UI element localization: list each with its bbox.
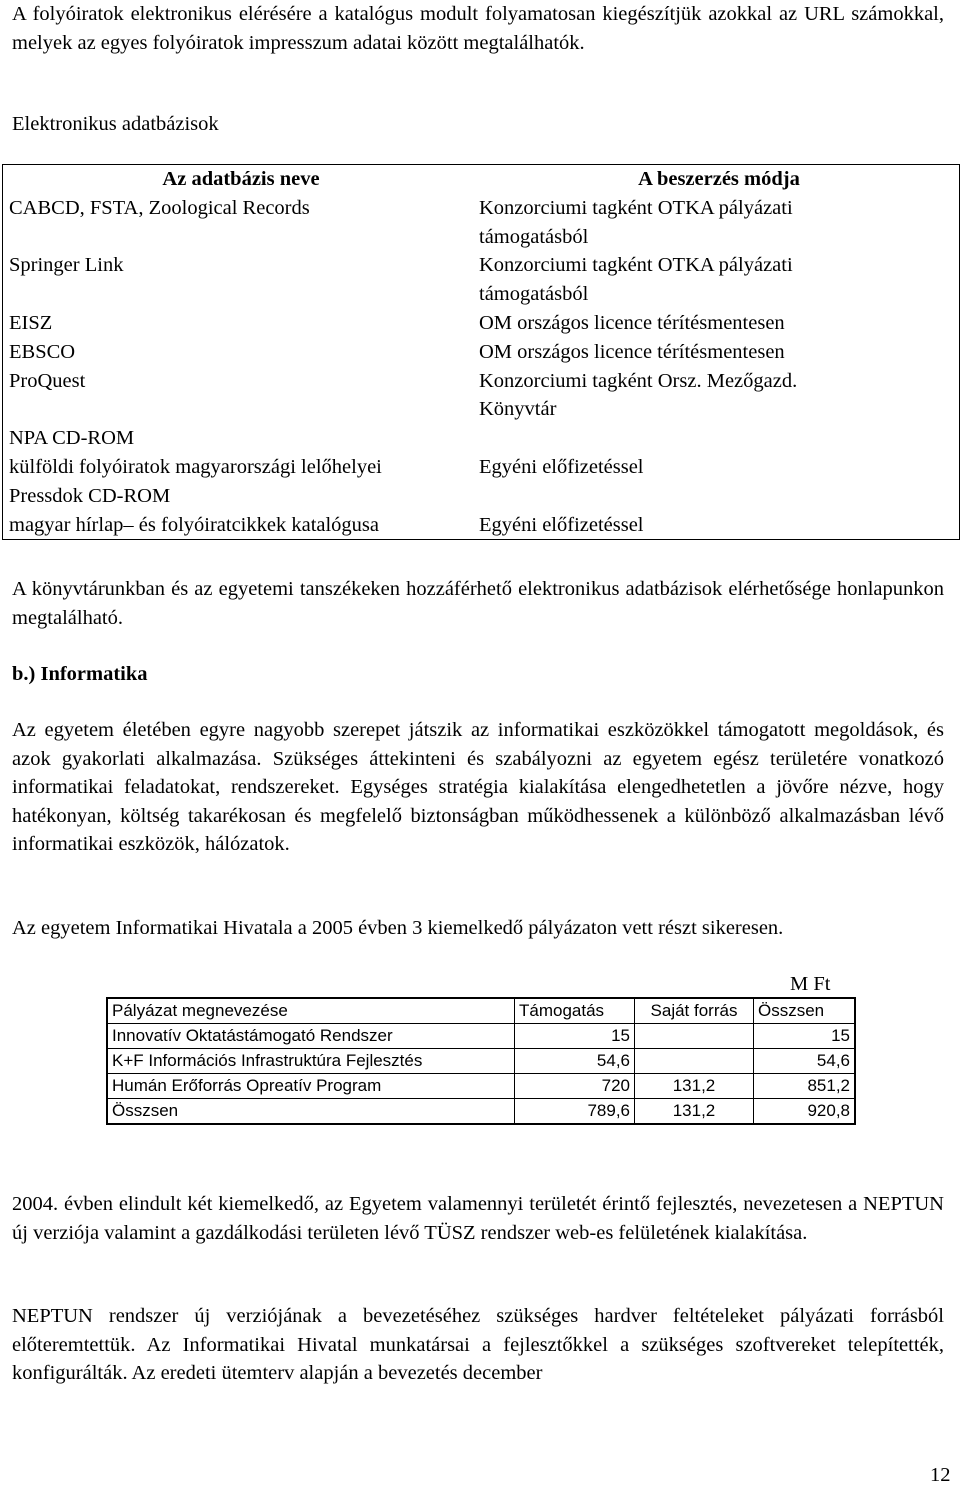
db-name: Springer Link [9, 254, 124, 277]
grant-own [635, 1024, 754, 1049]
grants-header-row [107, 998, 855, 1024]
db-name: NPA CD-ROM külföldi folyóiratok magyarországi lelőhelyei [9, 427, 382, 478]
grant-support: 789,6 [515, 1099, 635, 1125]
db-name: Pressdok CD-ROM magyar hírlap– és folyóiratcikkek katalógusa [9, 484, 380, 536]
databases-header-row [3, 165, 960, 194]
table-row [3, 482, 960, 540]
table-row [3, 367, 960, 425]
grant-total: 54,6 [754, 1049, 856, 1074]
grant-total: 851,2 [754, 1074, 856, 1099]
section-heading: b.) Informatika [12, 663, 148, 685]
office-paragraph: Az egyetem Informatikai Hivatala a 2005 évben 3 kiemelkedő pályázaton vett részt sikeresen. [12, 917, 784, 939]
grant-header-support: Támogatás [515, 998, 635, 1024]
informatics-paragraph: Az egyetem életében egyre nagyobb szerepet játszik az informatikai eszközökkel támogatott megoldások, és azok gyakorlati alkalmazása. Szükséges áttekinteni és szabályozni az egyetem egész területére vonatkozó informatikai feladatokat, rendszereket. Egységes stratégia kialakítása elengedhetetlen a jövőre nézve, hogy hatékonyan, költség takarékosan és megfelelő biztonságban működhessenek a különböző alkalmazásban lévő informatikai eszközök, hálózatok. [12, 719, 944, 855]
col-header-method: A beszerzés módja [638, 168, 800, 190]
grant-own: 131,2 [635, 1099, 754, 1125]
db-method: Konzorciumi tagként OTKA pályázati támogatásból [479, 254, 793, 306]
table-row [3, 309, 960, 338]
neptun-paragraph: NEPTUN rendszer új verziójának a bevezetéséhez szükséges hardver feltételeket pályázati forrásból előteremtettük. Az Informatikai Hivatal munkatársai a fejlesztőkkel a szükséges szoftvereket telepítették, konfigurálták. Az eredeti ütemterv alapján a bevezetés december [12, 1305, 944, 1384]
table-row [3, 424, 960, 482]
databases-note: A könyvtárunkban és az egyetemi tanszékeken hozzáférhető elektronikus adatbázisok elérhetősége honlapunkon megtalálható. [12, 578, 944, 629]
table-row-total [107, 1099, 855, 1125]
grant-header-total: Összsen [754, 998, 856, 1024]
table-row [3, 194, 960, 252]
grant-support: 720 [515, 1074, 635, 1099]
grant-total: 15 [754, 1024, 856, 1049]
grants-table [106, 997, 856, 1125]
grant-header-name: Pályázat megnevezése [107, 998, 515, 1024]
db-name: ProQuest [9, 369, 86, 392]
table-row [107, 1024, 855, 1049]
db-method: Konzorciumi tagként Orsz. Mezőgazd. Könyvtár [479, 369, 798, 421]
db-method: Egyéni előfizetéssel [479, 455, 644, 478]
db-method: Egyéni előfizetéssel [479, 513, 644, 536]
grant-header-own: Saját forrás [635, 998, 754, 1024]
grant-name: Összsen [107, 1099, 515, 1125]
table-row [107, 1049, 855, 1074]
grant-own: 131,2 [635, 1074, 754, 1099]
grant-name: Humán Erőforrás Opreatív Program [107, 1074, 515, 1099]
db-method: OM országos licence térítésmentesen [479, 311, 785, 334]
table-row [107, 1074, 855, 1099]
databases-heading: Elektronikus adatbázisok [12, 113, 219, 135]
db-name: CABCD, FSTA, Zoological Records [9, 196, 310, 219]
db-method: Konzorciumi tagként OTKA pályázati támogatásból [479, 196, 793, 248]
grant-support: 54,6 [515, 1049, 635, 1074]
grant-name: Innovatív Oktatástámogató Rendszer [107, 1024, 515, 1049]
db-method: OM országos licence térítésmentesen [479, 340, 785, 363]
col-header-name: Az adatbázis neve [162, 168, 320, 190]
currency-unit: M Ft [790, 973, 831, 995]
table-row [3, 338, 960, 367]
paragraph-2004: 2004. évben elindult két kiemelkedő, az Egyetem valamennyi területét érintő fejlesztés, nevezetesen a NEPTUN új verziója valamint a gazdálkodási területen lévő TÜSZ rendszer web-es felületének kialakítása. [12, 1193, 944, 1244]
grant-name: K+F Információs Infrastruktúra Fejlesztés [107, 1049, 515, 1074]
table-row [3, 251, 960, 309]
grant-total: 920,8 [754, 1099, 856, 1125]
db-name: EISZ [9, 311, 53, 334]
grant-own [635, 1049, 754, 1074]
intro-paragraph: A folyóiratok elektronikus elérésére a katalógus modult folyamatosan kiegészítjük azokkal az URL számokkal, melyek az egyes folyóiratok impresszum adatai között megtalálhatók. [12, 3, 944, 54]
page-number: 12 [930, 1464, 951, 1486]
db-name: EBSCO [9, 340, 76, 363]
databases-table [2, 164, 960, 540]
grant-support: 15 [515, 1024, 635, 1049]
